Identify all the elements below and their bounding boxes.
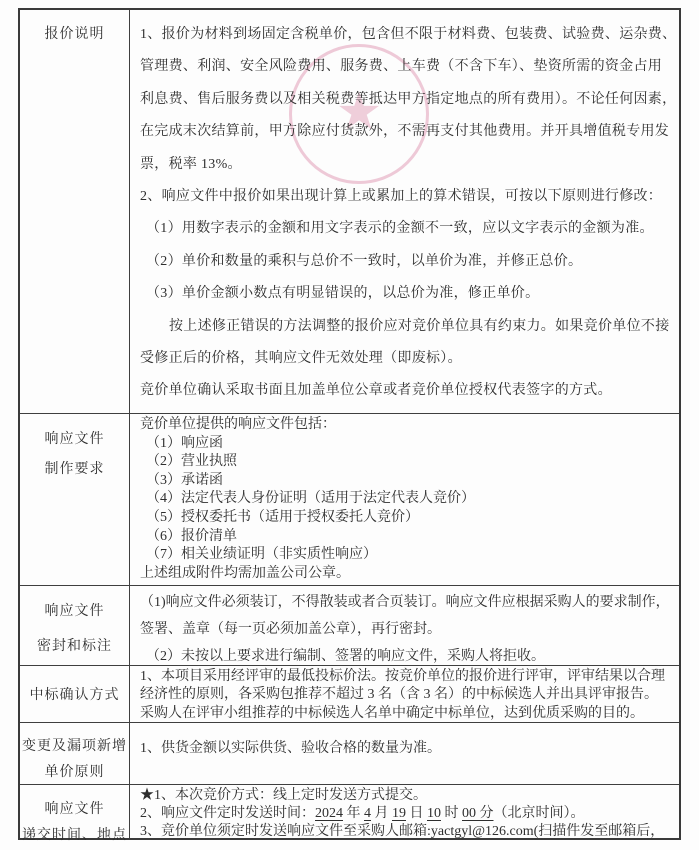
row-quotation-notes <box>20 10 679 413</box>
row-content-cell <box>130 414 679 585</box>
content-line: 2、响应文件中报价如果出现计算上或累加上的算术错误，可按以下原则进行修改： <box>140 189 663 205</box>
content-line: 管理费、利润、安全风险费用、服务费、上车费（不含下车）、垫资所需的资金占用 <box>140 59 663 75</box>
content-line: 利息费、售后服务费以及相关税费等抵达甲方指定地点的所有费用）。不论任何因素， <box>140 91 677 107</box>
row-header-cell <box>20 414 130 585</box>
row-sealing-and-marking <box>20 585 679 665</box>
row-header-cell <box>20 586 130 665</box>
content-line: 签署、盖章（每一页必须加盖公章），再行密封。 <box>140 622 441 637</box>
content-line: 经济性的原则，各采购包推荐不超过 3 名（含 3 名）的中标候选人并出具评审报告。 <box>140 687 658 703</box>
row-award-confirmation-method <box>20 665 679 722</box>
row-content-cell <box>130 586 679 665</box>
row-response-doc-requirements <box>20 413 679 585</box>
row-header-label: 单价原则 <box>44 765 105 780</box>
content-line: 受修正后的价格，其响应文件无效处理（即废标）。 <box>140 351 462 367</box>
row-header-cell <box>20 666 130 722</box>
row-header-label: 制作要求 <box>44 462 105 477</box>
content-line: ★1、本次竞价方式：线上定时发送方式提交。 <box>140 788 427 803</box>
content-line: （2）营业执照 <box>146 454 237 470</box>
content-line: （1)响应文件必须装订，不得散装或者合页装订。响应文件应根据采购人的要求制作， <box>140 595 670 610</box>
content-line: 在完成末次结算前，甲方除应付货款外，不需再支付其他费用。并开具增值税专用发 <box>140 124 670 140</box>
requirements-table <box>18 8 681 843</box>
content-line: 竞价单位确认采取书面且加盖单位公章或者竞价单位授权代表签字的方式。 <box>140 383 612 399</box>
row-change-and-omission-unit-price-principle <box>20 722 679 784</box>
content-line: 按上述修正错误的方法调整的报价应对竞价单位具有约束力。如果竞价单位不接 <box>169 318 670 334</box>
content-line: （1）用数字表示的金额和用文字表示的金额不一致，应以文字表示的金额为准。 <box>146 221 654 237</box>
row-header-cell <box>20 10 130 413</box>
row-header-label: 响应文件 <box>44 432 105 447</box>
row-content-cell <box>130 10 679 413</box>
row-content-cell <box>130 723 679 784</box>
content-line: 1、本项目采用经评审的最低投标价法。按竞价单位的报价进行评审，评审结果以合理 <box>140 669 665 684</box>
row-header-label: 递交时间、地点 <box>22 828 127 843</box>
seal-star-icon: ★ <box>335 81 383 142</box>
content-line: （6）报价清单 <box>146 528 237 544</box>
row-header-label: 中标确认方式 <box>29 688 120 703</box>
content-line: （3）承诺函 <box>146 472 223 488</box>
row-header-cell <box>20 723 130 784</box>
row-header-cell <box>20 785 130 843</box>
content-line: （4）法定代表人身份证明（适用于法定代表人竞价） <box>146 491 475 507</box>
row-content-cell <box>130 785 679 838</box>
content-line: （3）单价金额小数点有明显错误的，以总价为准，修正单价。 <box>146 286 540 302</box>
row-header-label: 响应文件 <box>44 604 105 619</box>
row-header-label: 变更及漏项新增 <box>22 739 127 754</box>
content-line: 1、供货金额以实际供货、验收合格的数量为准。 <box>140 741 441 756</box>
content-line: 上述组成附件均需加盖公司公章。 <box>140 565 350 581</box>
row-header-label: 密封和标注 <box>37 639 112 654</box>
content-line: 竞价单位提供的响应文件包括： <box>140 417 336 432</box>
content-line: （2）未按以上要求进行编制、签署的响应文件，采购人将拒收。 <box>146 649 545 664</box>
row-header-label: 响应文件 <box>44 802 105 817</box>
content-line: 票，税率 13%。 <box>140 156 242 172</box>
content-line-submission-deadline: 2、响应文件定时发送时间：2024 年 4 月 19 日 10 时 00 分（北京时间）。 <box>140 806 585 821</box>
content-line: （7）相关业绩证明（非实质性响应） <box>146 547 377 563</box>
content-line: （5）授权委托书（适用于授权委托人竞价） <box>146 509 419 525</box>
content-line: （1）响应函 <box>146 435 223 451</box>
content-line: （2）单价和数量的乘积与总价不一致时，以单价为准，并修正总价。 <box>146 253 583 269</box>
content-line: 1、报价为材料到场固定含税单价，包含但不限于材料费、包装费、试验费、运杂费、 <box>140 27 677 42</box>
content-line-submission-email: 3、竞价单位须定时发送响应文件至采购人邮箱:yactgyl@126.com(扫描件发至邮箱后， <box>140 824 665 838</box>
content-line: 采购人在评审小组推荐的中标候选人名单中确定中标单位，达到优质采购的目的。 <box>140 705 644 721</box>
row-content-cell <box>130 666 679 722</box>
row-submission-time-and-place <box>20 784 679 843</box>
row-header-label: 报价说明 <box>44 27 105 42</box>
